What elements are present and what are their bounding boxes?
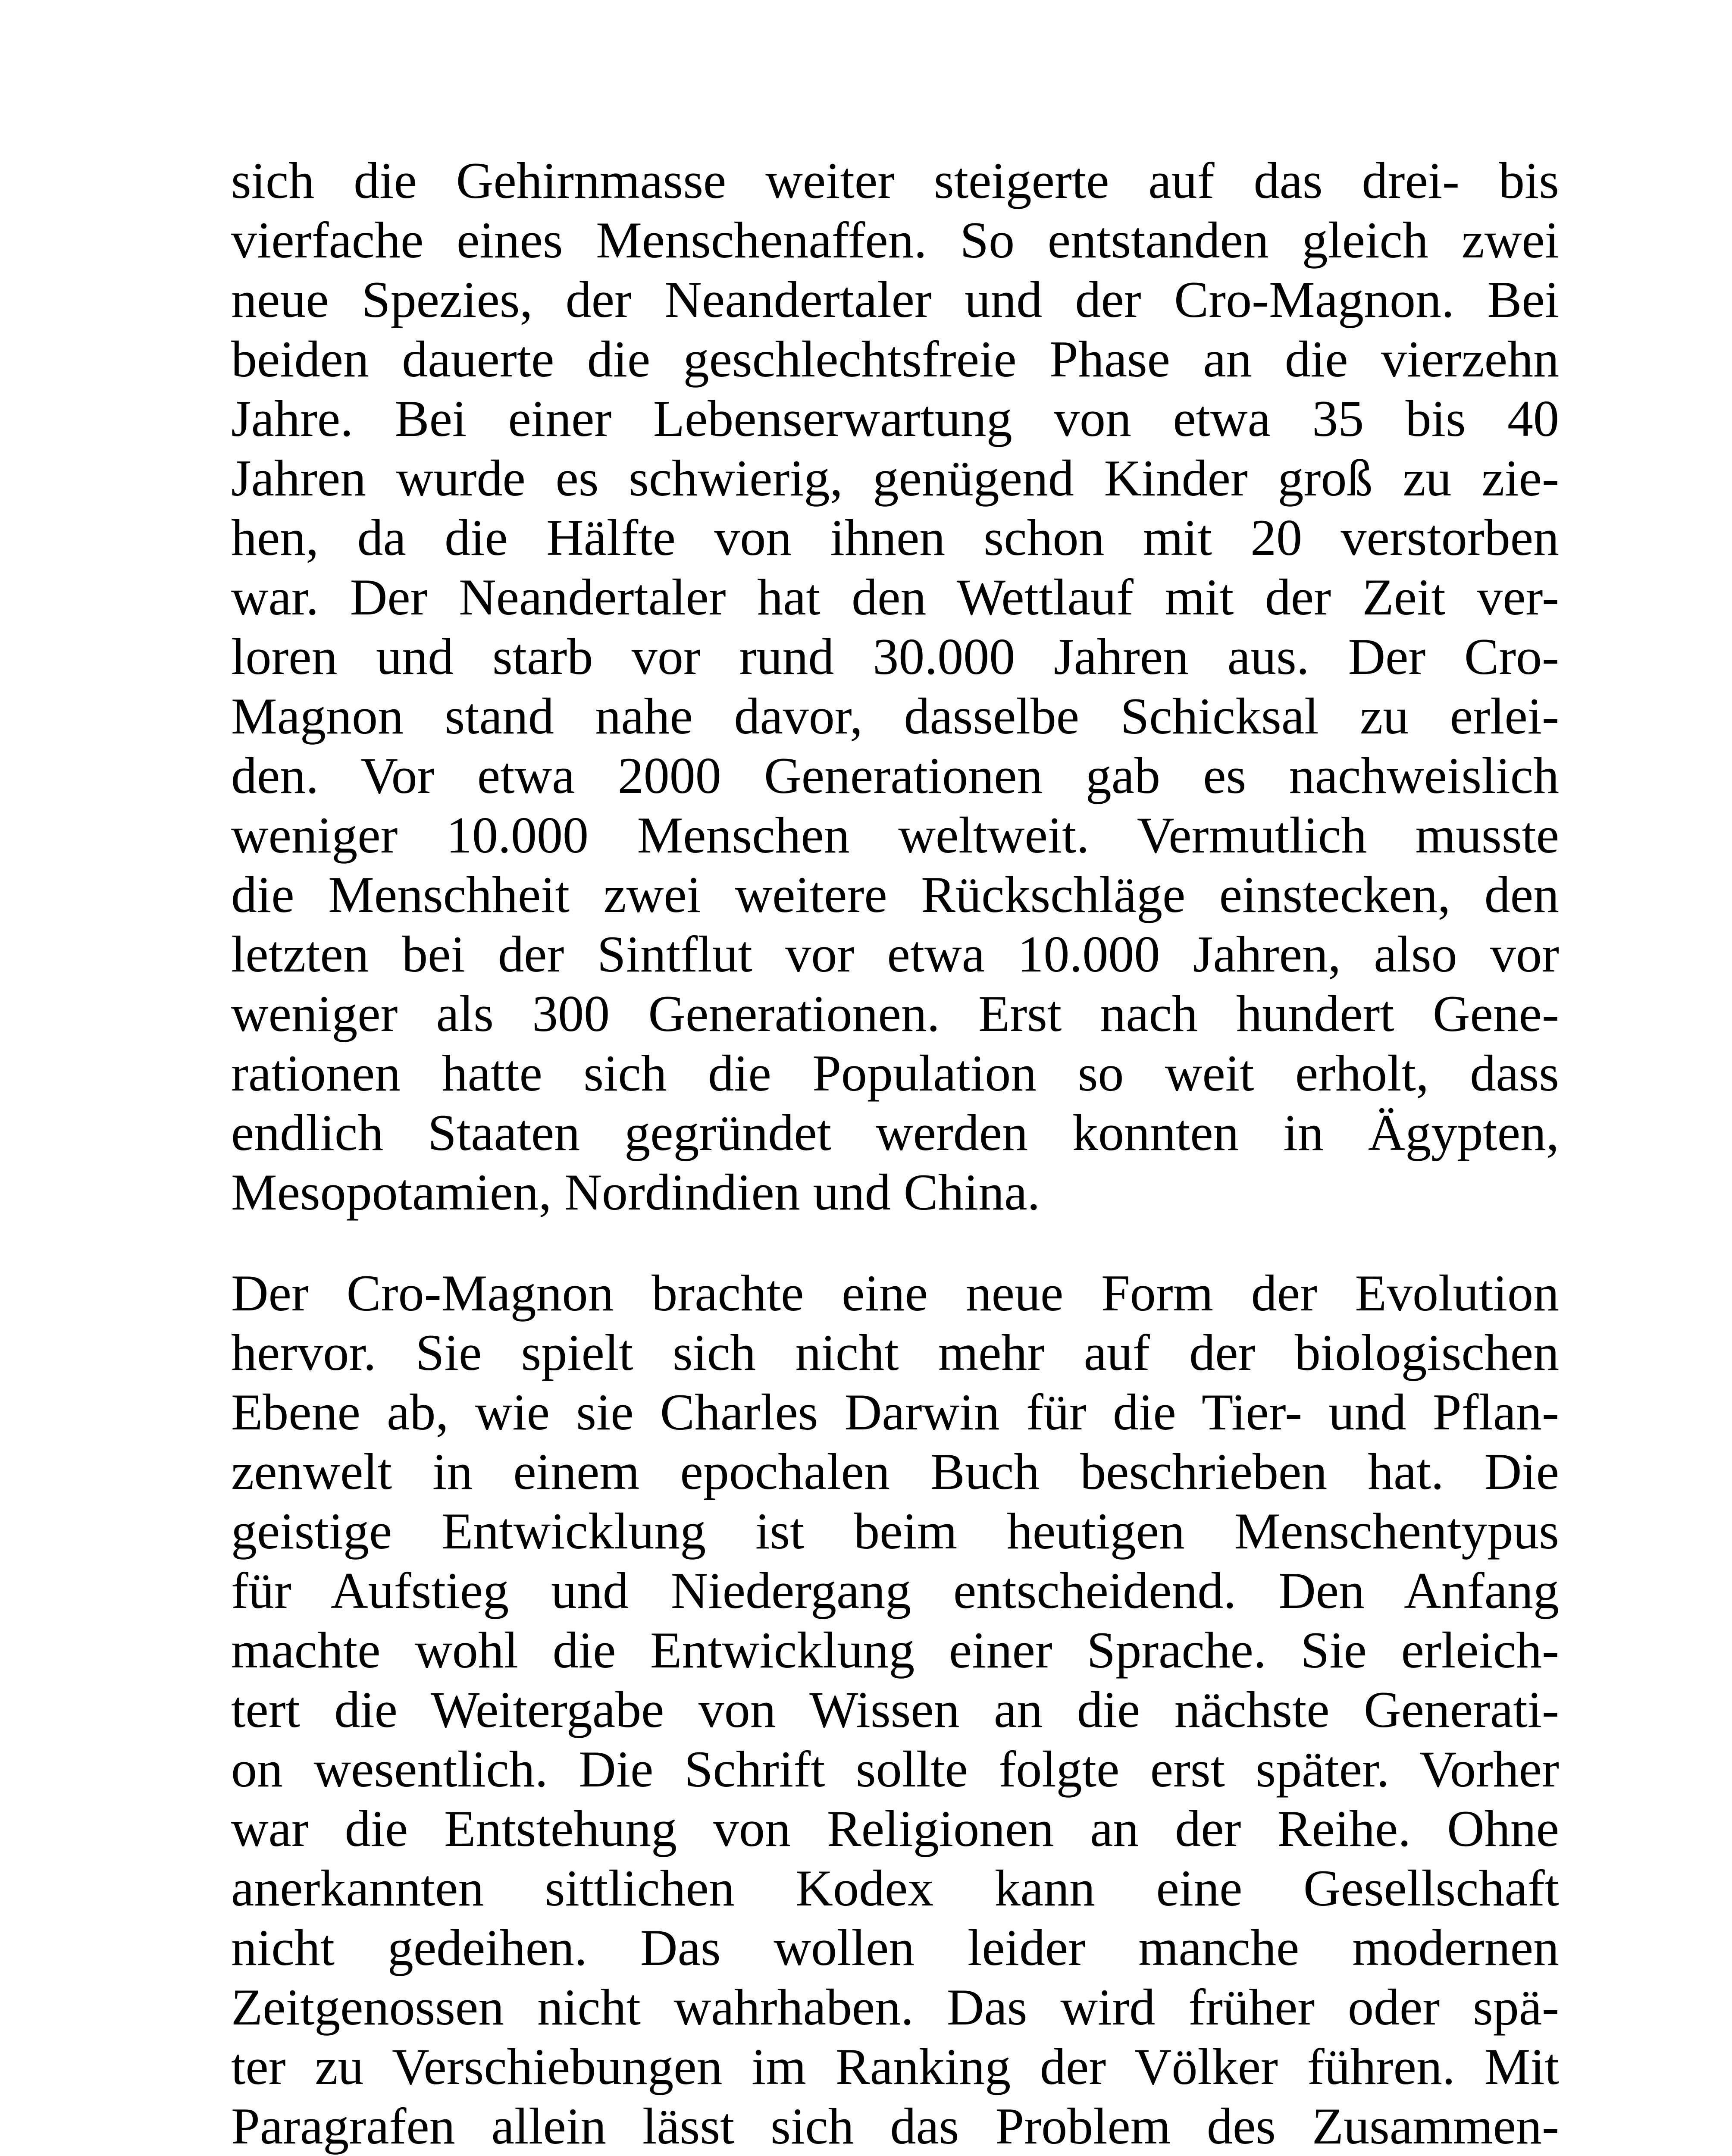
text-line: letzten bei der Sintflut vor etwa 10.000 Jahren, also vor (231, 925, 1559, 983)
text-line: weniger 10.000 Menschen weltweit. Vermutlich musste (231, 806, 1559, 864)
text-line: den. Vor etwa 2000 Generationen gab es nachweislich (231, 747, 1559, 804)
text-line: endlich Staaten gegründet werden konnten in Ägypten, (231, 1104, 1559, 1161)
text-line: die Menschheit zwei weitere Rückschläge einstecken, den (231, 866, 1559, 923)
text-line: rationen hatte sich die Population so weit erholt, dass (231, 1044, 1559, 1102)
text-line: ter zu Verschiebungen im Ranking der Völker führen. Mit (231, 2038, 1559, 2095)
text-line: Magnon stand nahe davor, dasselbe Schicksal zu erlei- (231, 687, 1559, 745)
text-line: neue Spezies, der Neandertaler und der Cro-Magnon. Bei (231, 271, 1559, 328)
text-line: beiden dauerte die geschlechtsfreie Phase an die vierzehn (231, 330, 1559, 388)
text-line: sich die Gehirnmasse weiter steigerte auf das drei- bis (231, 152, 1559, 209)
paragraph-1 (231, 151, 1559, 1222)
text-line: vierfache eines Menschenaffen. So entstanden gleich zwei (231, 211, 1559, 269)
text-line: zenwelt in einem epochalen Buch beschrieben hat. Die (231, 1443, 1559, 1500)
text-line: nicht gedeihen. Das wollen leider manche modernen (231, 1919, 1559, 1976)
text-line: Zeitgenossen nicht wahrhaben. Das wird früher oder spä- (231, 1978, 1559, 2036)
paragraph-2 (231, 1263, 1559, 2156)
text-line: machte wohl die Entwicklung einer Sprache. Sie erleich- (231, 1621, 1559, 1679)
text-line: hervor. Sie spielt sich nicht mehr auf der biologischen (231, 1324, 1559, 1381)
body-text (231, 151, 1559, 2156)
text-line: on wesentlich. Die Schrift sollte folgte erst später. Vorher (231, 1740, 1559, 1798)
text-line: hen, da die Hälfte von ihnen schon mit 20 verstorben (231, 509, 1559, 566)
text-line: weniger als 300 Generationen. Erst nach hundert Gene- (231, 985, 1559, 1042)
text-line: war. Der Neandertaler hat den Wettlauf mit der Zeit ver- (231, 568, 1559, 626)
text-line: tert die Weitergabe von Wissen an die nächste Generati- (231, 1681, 1559, 1738)
text-line: Ebene ab, wie sie Charles Darwin für die Tier- und Pflan- (231, 1383, 1559, 1441)
text-line: anerkannten sittlichen Kodex kann eine Gesellschaft (231, 1859, 1559, 1917)
text-line: loren und starb vor rund 30.000 Jahren aus. Der Cro- (231, 628, 1559, 685)
text-line: war die Entstehung von Religionen an der Reihe. Ohne (231, 1800, 1559, 1857)
text-line: Mesopotamien, Nordindien und China. (231, 1163, 1040, 1221)
text-line: Jahren wurde es schwierig, genügend Kinder groß zu zie- (231, 449, 1559, 507)
text-line: Der Cro-Magnon brachte eine neue Form der Evolution (231, 1264, 1559, 1322)
text-line: Jahre. Bei einer Lebenserwartung von etwa 35 bis 40 (231, 390, 1559, 447)
text-line: Paragrafen allein lässt sich das Problem des Zusammen- (231, 2097, 1559, 2155)
text-line: für Aufstieg und Niedergang entscheidend. Den Anfang (231, 1562, 1559, 1619)
text-line: geistige Entwicklung ist beim heutigen Menschentypus (231, 1502, 1559, 1560)
